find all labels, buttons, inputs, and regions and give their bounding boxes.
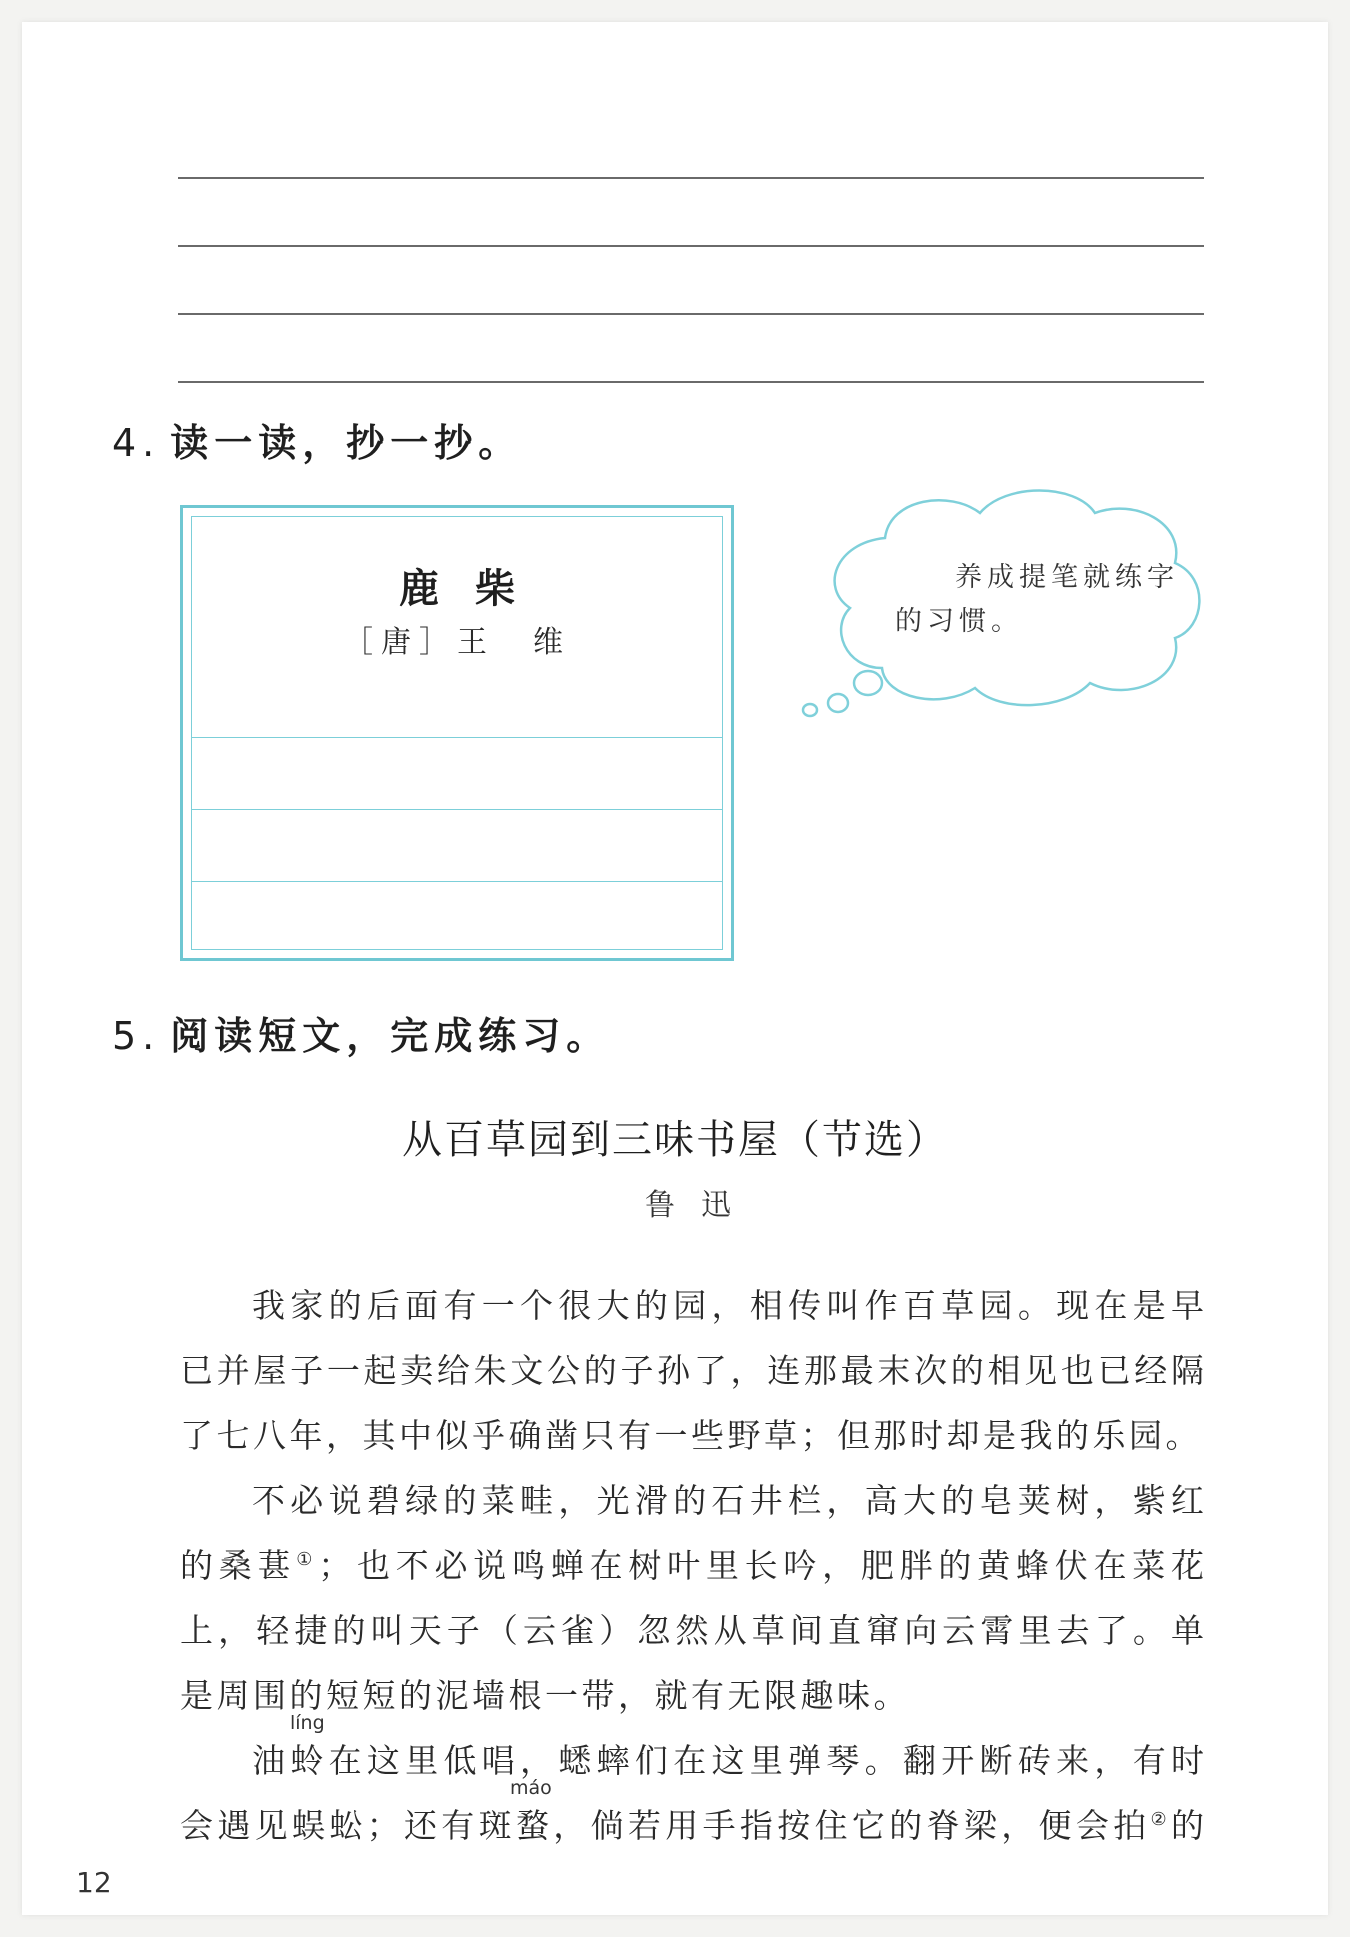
passage-line: 不必说碧绿的菜畦，光滑的石井栏，高大的皂荚树，紫红 <box>252 1481 1204 1520</box>
question-instruction: 读一读，抄一抄。 <box>170 421 523 465</box>
passage-title: 从百草园到三味书屋（节选） <box>402 1117 948 1163</box>
question-5-heading <box>112 1005 610 1060</box>
poem-title: 鹿柴 <box>399 566 551 612</box>
passage-line: 油蛉在这里低唱，蟋蟀们在这里弹琴。翻开断砖来，有时 <box>252 1741 1204 1780</box>
question-number: 4. <box>112 421 161 465</box>
poem-author: ［唐］王 维 <box>343 625 571 660</box>
poem-copy-box <box>180 505 734 961</box>
footnote-marker: ② <box>1150 1809 1171 1830</box>
tip-line-1: 养成提笔就练字 <box>955 562 1179 593</box>
question-instruction: 阅读短文，完成练习。 <box>170 1014 611 1058</box>
copy-line[interactable] <box>192 881 722 882</box>
passage-text: 会遇见蜈蚣；还有斑蝥，倘若用手指按住它的脊梁，便会拍 <box>180 1806 1151 1845</box>
question-4-heading <box>112 412 522 467</box>
page-number: 12 <box>76 1866 112 1899</box>
footnote-marker: ① <box>296 1549 319 1570</box>
writing-line[interactable] <box>178 381 1204 383</box>
passage-line: 了七八年，其中似乎确凿只有一些野草；但那时却是我的乐园。 <box>180 1416 1202 1455</box>
copy-line[interactable] <box>192 737 722 738</box>
tip-text <box>895 556 1195 644</box>
passage-line: 上，轻捷的叫天子（云雀）忽然从草间直窜向云霄里去了。单 <box>180 1611 1204 1650</box>
passage-line-with-footnote <box>180 1800 1204 1847</box>
passage-text: ；也不必说鸣蝉在树叶里长吟，肥胖的黄蜂伏在菜花 <box>318 1546 1205 1585</box>
writing-line[interactable] <box>178 245 1204 247</box>
writing-line[interactable] <box>178 177 1204 179</box>
copy-line[interactable] <box>192 809 722 810</box>
writing-line[interactable] <box>178 313 1204 315</box>
poem-inner-frame <box>191 516 723 950</box>
passage-text: 的 <box>1171 1806 1204 1845</box>
pinyin-annotation: máo <box>510 1777 552 1799</box>
pinyin-annotation: líng <box>290 1712 325 1734</box>
passage-line: 我家的后面有一个很大的园，相传叫作百草园。现在是早 <box>252 1286 1204 1325</box>
passage-line-with-footnote <box>180 1540 1204 1587</box>
passage-text: 的桑葚 <box>180 1546 297 1585</box>
question-number: 5. <box>112 1014 161 1058</box>
passage-line: 已并屋子一起卖给朱文公的子孙了，连那最末次的相见也已经隔 <box>180 1351 1204 1390</box>
tip-line-2: 的习惯。 <box>895 606 1023 637</box>
passage-author: 鲁迅 <box>645 1188 757 1223</box>
passage-line: 是周围的短短的泥墙根一带，就有无限趣味。 <box>180 1676 910 1715</box>
